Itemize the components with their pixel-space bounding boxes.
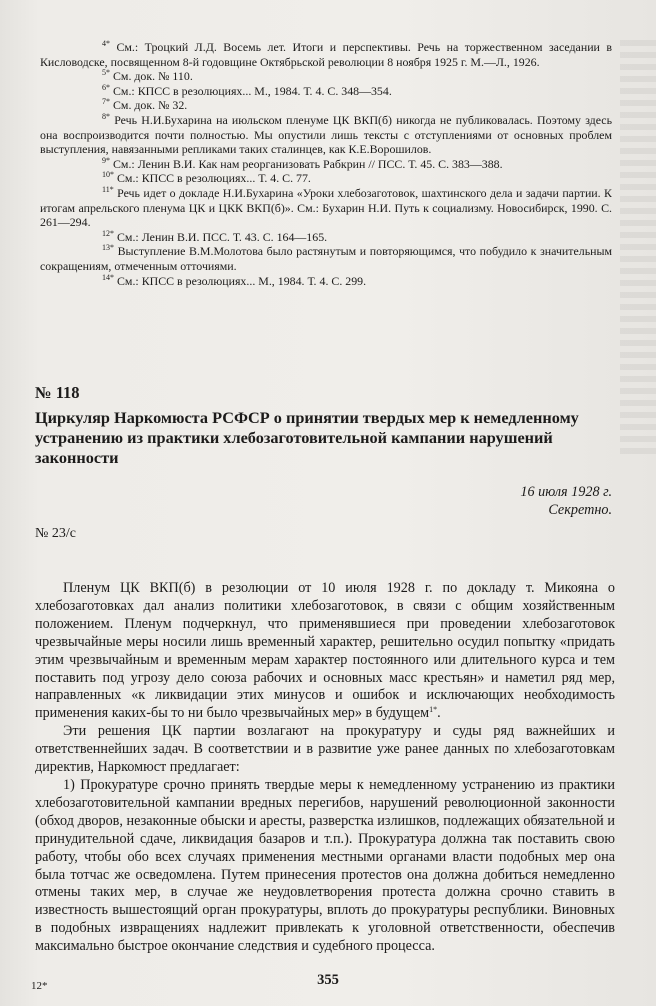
document-body: [35, 580, 615, 956]
registration-number: № 23/с: [35, 526, 76, 541]
footnote: $^{14*}$ См.: КПСС в резолюциях... М., 1984. Т. 4. С. 299.: [102, 272, 367, 288]
footnote: $^{12*}$ См.: Ленин В.И. ПСС. Т. 43. С. 164—165.: [102, 228, 328, 244]
footnote: $^{10*}$ См.: КПСС в резолюциях... Т. 4. С. 77.: [102, 170, 311, 186]
footnote: $^{4*}$ См.: Троцкий Л.Д. Восемь лет. Итоги и перспективы. Речь на торжественном заседании в Кисловодске, посвященном 8-й годовщине Октябрьской революции 8 ноября 1925 г. М.—Л., 1926.: [40, 39, 612, 69]
body-paragraph: 1) Прокуратуре срочно принять твердые меры к немедленному устранению из практики хлебозаготовительной кампании вредных перегибов, нарушений революционной законности (обход дворов, незаконные обыски и аресты, разверстка излишков, подлежащих обязательной и принудительной сдаче, ликвидация базаров и т.п.). Прокуратура должна так поставить свою работу, чтобы обо всех случаях применения местными органами власти подобных мер она была тотчас же осведомлена. Путем принесения протестов она должна добиться немедленно отмены таких мер, в случае же неудовлетворения протеста должна срочно ставить в известность вышестоящий орган прокуратуры, вплоть до прокуратуры республики. Виновных в подобных извращениях надлежит привлекать к уголовной ответственности, обеспечив максимально быстрое окончание следствия и судебного процесса.: [35, 776, 615, 955]
body-paragraph: Эти решения ЦК партии возлагают на прокуратуру и суды ряд важнейших и ответственнейших задач. В соответствии и в развитие уже ранее данных по хлебозаготовкам директив, Наркомюст предлагает:: [35, 723, 615, 776]
show-through-text: [620, 40, 656, 460]
footnote: $^{9*}$ См.: Ленин В.И. Как нам реорганизовать Рабкрин // ПСС. Т. 45. С. 383—388.: [102, 155, 503, 171]
document-title: Циркуляр Наркомюста РСФСР о принятии твердых мер к немедленному устранению из практики хлебозаготовительной кампании нарушений законности: [35, 408, 579, 467]
footnote: $^{8*}$ Речь Н.И.Бухарина на июльском пленуме ЦК ВКП(б) никогда не публиковалась. Поэтому здесь она воспроизводится почти полностью. Мы опустили лишь тексты с отступлениями от основных проблем выступления, навязанными репликами таких сталинцев, как К.Е.Ворошилов.: [40, 111, 612, 157]
footnote: $^{5*}$ См. док. № 110.: [102, 68, 193, 84]
document-date-block: [520, 483, 612, 519]
body-paragraph: Пленум ЦК ВКП(б) в резолюции от 10 июля 1928 г. по докладу т. Микояна о хлебозаготовках дал анализ политики хлебозаготовок, в связи с общим хозяйственным положением. Пленум подчеркнул, что применявшиеся при проведении хлебозаготовок чрезвычайные меры носили лишь временный характер, решительно осудил попытку «придать этим чрезвычайным и временным мерам характер постоянного или длительного курса и тем поставить под угрозу дело союза рабочих и основных масс крестьян» и наметил ряд мер, направленных «к ликвидации этих минусов и ошибок и исключающих необходимость применения каких-бы то ни было чрезвычайных мер» в будущем$^{1*}$.: [35, 580, 615, 722]
footnote: $^{6*}$ См.: КПСС в резолюциях... М., 1984. Т. 4. С. 348—354.: [102, 82, 392, 98]
footnote: $^{7*}$ См. док. № 32.: [102, 97, 188, 113]
footnote: $^{11*}$ Речь идет о докладе Н.И.Бухарина «Уроки хлебозаготовок, шахтинского дела и задачи партии. К итогам апрельского пленума ЦК и ЦКК ВКП(б)». См.: Бухарин Н.И. Путь к социализму. Новосибирск, 1990. С. 261—294.: [40, 184, 612, 230]
footnotes: [40, 40, 612, 288]
document-date: 16 июля 1928 г.: [520, 484, 612, 500]
document-number: № 118: [35, 383, 80, 402]
classification-mark: Секретно.: [548, 502, 612, 518]
printer-signature: 12*: [31, 980, 48, 992]
footnote: $^{13*}$ Выступление В.М.Молотова было растянутым и повторяющимся, что побудило к значительным сокращениям, отмеченным отточиями.: [40, 243, 612, 273]
page-number: 355: [317, 972, 339, 988]
